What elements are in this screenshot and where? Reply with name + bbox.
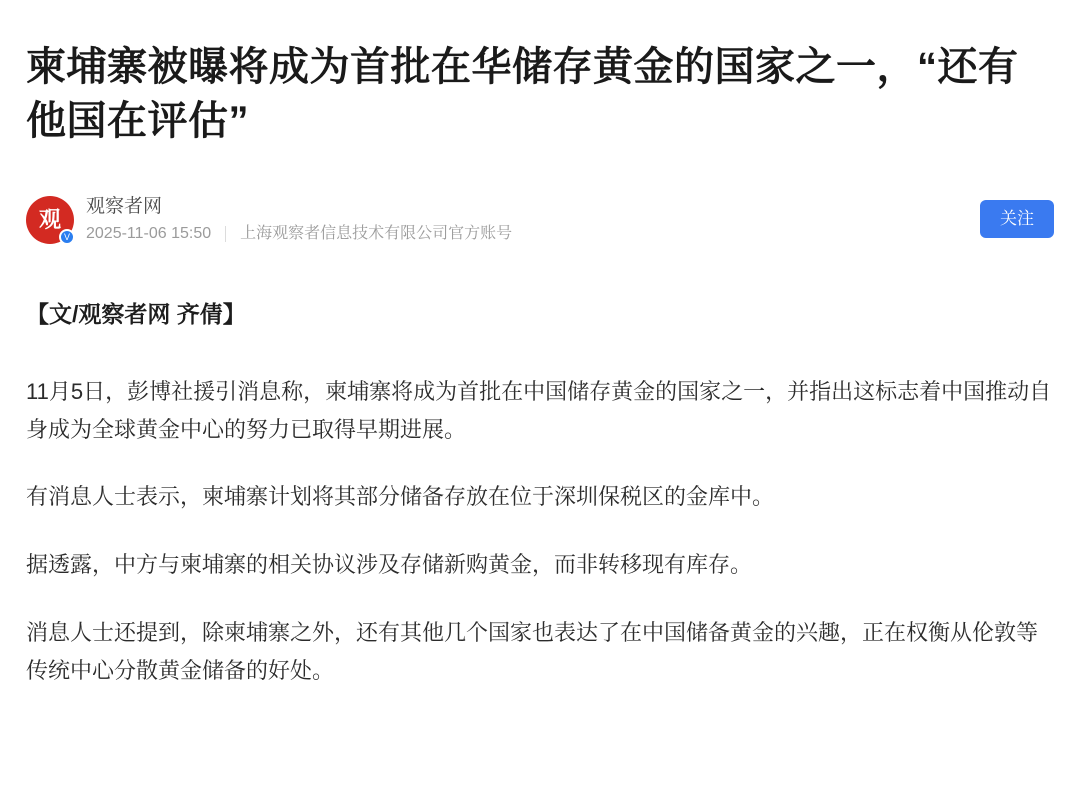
byline-text [86, 195, 512, 244]
verified-badge-icon: V [59, 229, 75, 245]
article-paragraph: 据透露，中方与柬埔寨的相关协议涉及存储新购黄金，而非转移现有库存。 [26, 552, 753, 578]
page-title: 柬埔寨被曝将成为首批在华储存黄金的国家之一，“还有他国在评估” [26, 45, 1019, 143]
article-paragraph: 11月5日，彭博社援引消息称，柬埔寨将成为首批在中国储存黄金的国家之一，并指出这标志着中国推动自身成为全球黄金中心的努力已取得早期进展。 [26, 378, 1052, 442]
article-paragraph: 消息人士还提到，除柬埔寨之外，还有其他几个国家也表达了在中国储备黄金的兴趣，正在权衡从伦敦等传统中心分散黄金储备的好处。 [26, 620, 1039, 683]
article-lead: 【文/观察者网 齐倩】 [26, 301, 246, 327]
article-body [26, 296, 1054, 690]
source-description: 上海观察者信息技术有限公司官方账号 [240, 224, 513, 242]
timestamp: 2025-11-06 15:50 [86, 224, 212, 242]
byline [26, 192, 1054, 248]
source-name[interactable]: 观察者网 [86, 196, 163, 218]
avatar-image: 观 [26, 196, 74, 244]
article-paragraph: 有消息人士表示，柬埔寨计划将其部分储备存放在位于深圳保税区的金库中。 [26, 484, 775, 510]
follow-button[interactable]: 关注 [980, 200, 1054, 238]
avatar[interactable] [26, 196, 74, 244]
meta-divider [225, 226, 226, 242]
byline-meta [86, 224, 512, 245]
